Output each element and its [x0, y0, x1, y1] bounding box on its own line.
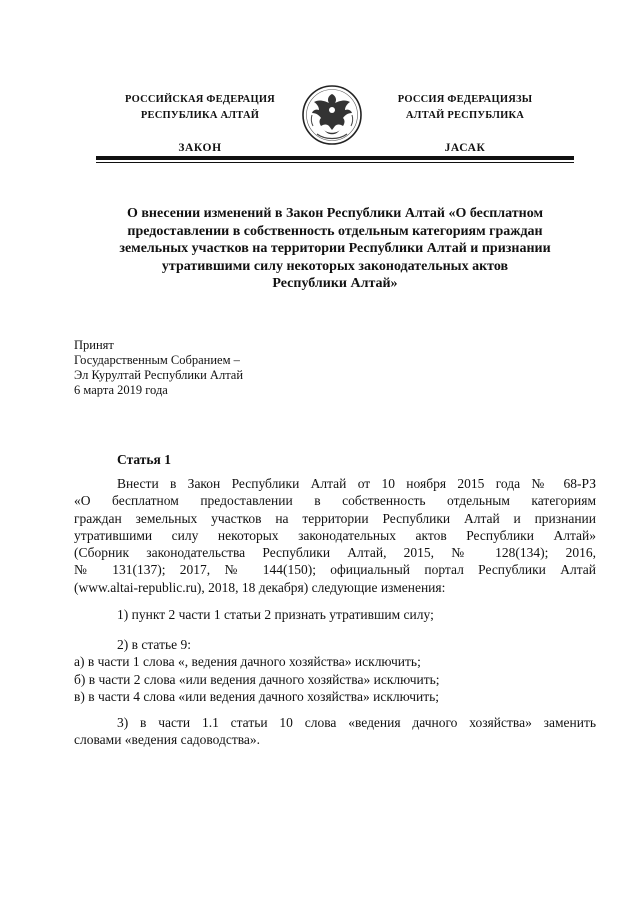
- header-divider-thick: [96, 156, 574, 160]
- intro-line: граждан земельных участков на территории Республики Алтай и признании: [74, 510, 596, 526]
- article-intro: [74, 475, 596, 596]
- intro-line: (Сборник законодательства Республики Алтай, 2015, № 128(134); 2016,: [74, 545, 596, 561]
- item-2-sub-c: в) в части 4 слова «или ведения дачного хозяйства» исключить;: [74, 688, 440, 704]
- item-3-line: 3) в части 1.1 статьи 10 слова «ведения дачного хозяйства» заменить: [117, 715, 596, 730]
- intro-line: утратившими силу некоторых законодательных актов Республики Алтай»: [74, 527, 596, 543]
- law-title-line: Республики Алтай»: [272, 276, 398, 292]
- coat-of-arms-emblem: [301, 82, 363, 148]
- item-1: [74, 606, 596, 623]
- law-title: [90, 205, 580, 293]
- header-left-doc-type: ЗАКОН: [178, 142, 222, 154]
- law-title-line: предоставлении в собственность отдельным категориям граждан: [127, 223, 543, 239]
- intro-line: (www.altai-republic.ru), 2018, 18 декабря) следующие изменения:: [74, 579, 446, 595]
- item-2-lead: 2) в статье 9:: [117, 637, 191, 652]
- header-left-country: РОССИЙСКАЯ ФЕДЕРАЦИЯ: [125, 94, 275, 105]
- header-left: [100, 92, 300, 156]
- intro-line: № 131(137); 2017, № 144(150); официальный портал Республики Алтай: [74, 562, 596, 578]
- header-divider-thin: [96, 162, 574, 163]
- law-title-line: О внесении изменений в Закон Республики Алтай «О бесплатном: [126, 206, 544, 221]
- adoption-line: Принят: [74, 338, 114, 352]
- adoption-line: Государственным Собранием –: [74, 353, 240, 367]
- header-right-country: РОССИЯ ФЕДЕРАЦИЯЗЫ: [397, 94, 533, 105]
- item-3: [74, 714, 596, 749]
- header-right-doc-type: JАСАК: [444, 142, 486, 154]
- law-title-line: утратившими силу некоторых законодательных актов: [161, 258, 509, 274]
- item-2: [74, 636, 596, 705]
- article-heading: Статья 1: [117, 452, 171, 467]
- adoption-block: [74, 338, 374, 398]
- header-left-republic: РЕСПУБЛИКА АЛТАЙ: [140, 110, 260, 121]
- adoption-line: Эл Курултай Республики Алтай: [74, 368, 244, 382]
- item-2-sub-a: а) в части 1 слова «, ведения дачного хозяйства» исключить;: [74, 654, 421, 670]
- item-1-text: 1) пункт 2 части 1 статьи 2 признать утратившим силу;: [117, 607, 434, 622]
- intro-line: «О бесплатном предоставлении в собственность отдельным категориям: [74, 493, 596, 509]
- header-right-republic: АЛТАЙ РЕСПУБЛИКА: [405, 110, 525, 121]
- law-title-line: земельных участков на территории Республики Алтай и признании: [119, 241, 551, 257]
- intro-line: Внести в Закон Республики Алтай от 10 ноября 2015 года № 68-РЗ: [117, 476, 596, 491]
- adoption-date: 6 марта 2019 года: [74, 383, 168, 397]
- item-2-sub-b: б) в части 2 слова «или ведения дачного хозяйства» исключить;: [74, 671, 440, 687]
- header-right: [365, 92, 565, 156]
- item-3-line: словами «ведения садоводства».: [74, 732, 261, 748]
